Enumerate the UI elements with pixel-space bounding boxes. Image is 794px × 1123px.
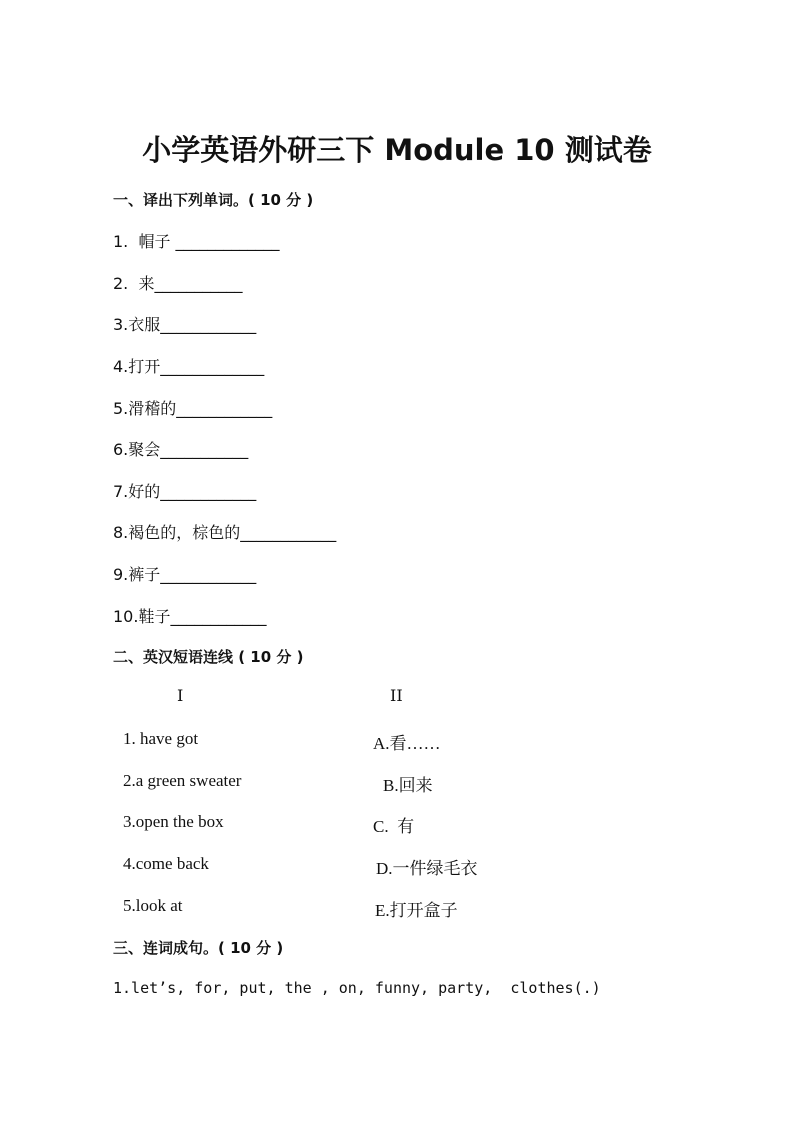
vocab-item-2: 2. 来___________ [113,274,243,293]
chinese-phrase-d: D.一件绿毛衣 [376,859,478,878]
column-heading-1: I [177,686,184,705]
vocab-item-4: 4.打开_____________ [113,357,265,376]
vocab-item-7: 7.好的____________ [113,482,257,501]
vocab-item-6: 6.聚会___________ [113,440,249,459]
english-phrase-5: 5.look at [123,896,183,915]
chinese-phrase-b: B.回来 [383,776,433,795]
vocab-item-3: 3.衣服____________ [113,315,257,334]
section-2-heading: 二、英汉短语连线 ( 10 分 ) [113,648,304,666]
english-phrase-2: 2.a green sweater [123,771,242,790]
english-phrase-4: 4.come back [123,854,209,873]
chinese-phrase-a: A.看…… [373,734,441,753]
vocab-item-8: 8.褐色的，棕色的____________ [113,523,337,542]
vocab-item-9: 9.裤子____________ [113,565,257,584]
chinese-phrase-c: C. 有 [373,817,415,836]
column-heading-2: II [390,686,403,705]
section-3-heading: 三、连词成句。( 10 分 ) [113,939,284,957]
page-title: 小学英语外研三下 Module 10 测试卷 [142,133,652,167]
chinese-phrase-e: E.打开盒子 [375,901,458,920]
english-phrase-3: 3.open the box [123,812,224,831]
vocab-item-5: 5.滑稽的____________ [113,399,273,418]
vocab-item-10: 10.鞋子____________ [113,607,267,626]
section-1-heading: 一、译出下列单词。( 10 分 ) [113,191,314,209]
english-phrase-1: 1. have got [123,729,199,748]
sentence-item-1: 1.let’s, for, put, the , on, funny, party, clothes(.) [113,979,601,997]
vocab-item-1: 1. 帽子 _____________ [113,232,280,251]
